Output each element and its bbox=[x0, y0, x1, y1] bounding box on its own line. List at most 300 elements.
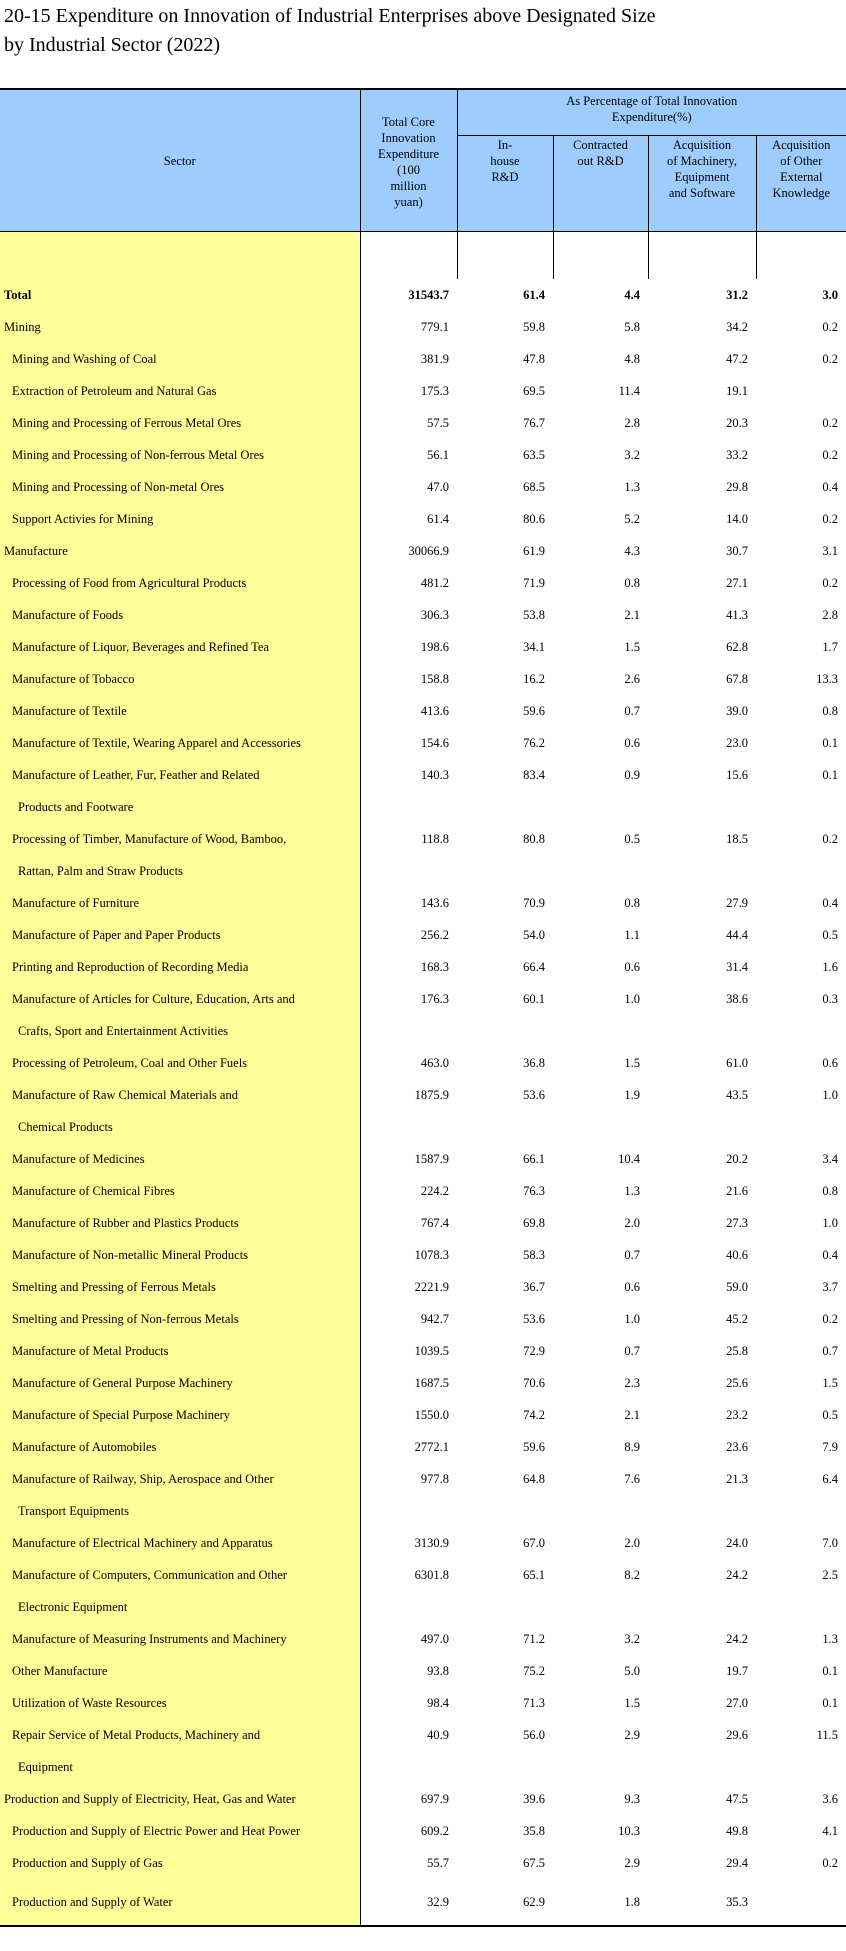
other-knowledge-cell: 0.2 bbox=[822, 832, 839, 846]
table-row bbox=[0, 599, 846, 631]
contracted-rd-cell bbox=[553, 855, 648, 887]
contracted-rd-cell: 0.6 bbox=[624, 960, 640, 974]
other-knowledge-cell: 6.4 bbox=[822, 1472, 839, 1486]
other-knowledge-cell bbox=[756, 1751, 846, 1783]
inhouse-rd-cell: 61.9 bbox=[523, 544, 545, 558]
other-knowledge-cell: 0.2 bbox=[822, 352, 839, 366]
machinery-cell: 59.0 bbox=[726, 1280, 748, 1294]
inhouse-rd-cell: 59.8 bbox=[523, 320, 545, 334]
header-other-knowledge: Acquisition of Other External Knowledge bbox=[756, 136, 846, 232]
other-knowledge-cell: 11.5 bbox=[816, 1728, 839, 1742]
machinery-cell: 18.5 bbox=[726, 832, 748, 846]
contracted-rd-cell: 2.1 bbox=[624, 608, 640, 622]
contracted-rd-cell: 8.9 bbox=[624, 1440, 640, 1454]
sector-cell: Manufacture of Chemical Fibres bbox=[0, 1175, 360, 1207]
total-core-cell: 61.4 bbox=[360, 503, 457, 535]
inhouse-rd-cell: 74.2 bbox=[523, 1408, 545, 1422]
sector-cell: Mining and Processing of Non-metal Ores bbox=[0, 471, 360, 503]
inhouse-rd-cell: 68.5 bbox=[523, 480, 545, 494]
table-row bbox=[0, 759, 846, 791]
total-core-cell bbox=[360, 1015, 457, 1047]
sector-cell: Mining bbox=[0, 311, 360, 343]
sector-cell: Processing of Timber, Manufacture of Wood, Bamboo, bbox=[0, 823, 360, 855]
contracted-rd-cell: 9.3 bbox=[624, 1792, 640, 1806]
machinery-cell: 29.4 bbox=[726, 1856, 748, 1870]
total-core-cell: 143.6 bbox=[360, 887, 457, 919]
table-row bbox=[0, 1879, 846, 1926]
table-row bbox=[0, 1847, 846, 1879]
other-knowledge-cell: 0.2 bbox=[822, 1856, 839, 1870]
sector-cell: Production and Supply of Electric Power and Heat Power bbox=[0, 1815, 360, 1847]
inhouse-rd-cell bbox=[457, 791, 553, 823]
contracted-rd-cell: 4.8 bbox=[624, 352, 640, 366]
machinery-cell: 23.2 bbox=[726, 1408, 748, 1422]
inhouse-rd-cell: 59.6 bbox=[523, 1440, 545, 1454]
machinery-cell: 14.0 bbox=[726, 512, 748, 526]
other-knowledge-cell: 13.3 bbox=[816, 672, 839, 686]
total-core-cell: 381.9 bbox=[360, 343, 457, 375]
total-core-cell: 767.4 bbox=[360, 1207, 457, 1239]
table-row bbox=[0, 631, 846, 663]
sector-cell: Production and Supply of Gas bbox=[0, 1847, 360, 1879]
sector-cell: Printing and Reproduction of Recording Media bbox=[0, 951, 360, 983]
machinery-cell: 20.2 bbox=[726, 1152, 748, 1166]
header-as-percentage: As Percentage of Total Innovation Expenditure(%) bbox=[457, 89, 846, 136]
inhouse-rd-cell: 34.1 bbox=[523, 640, 545, 654]
total-core-cell: 31543.7 bbox=[360, 279, 457, 311]
machinery-cell bbox=[648, 1495, 756, 1527]
total-core-cell: 93.8 bbox=[360, 1655, 457, 1687]
inhouse-rd-cell: 66.4 bbox=[523, 960, 545, 974]
total-core-cell bbox=[360, 791, 457, 823]
table-row bbox=[0, 1591, 846, 1623]
total-core-cell: 2772.1 bbox=[360, 1431, 457, 1463]
table-row bbox=[0, 1367, 846, 1399]
contracted-rd-cell bbox=[553, 1111, 648, 1143]
inhouse-rd-cell: 71.3 bbox=[523, 1696, 545, 1710]
total-core-cell: 30066.9 bbox=[360, 535, 457, 567]
sector-cell: Manufacture of Electrical Machinery and Apparatus bbox=[0, 1527, 360, 1559]
inhouse-rd-cell: 53.6 bbox=[523, 1312, 545, 1326]
contracted-rd-cell: 2.1 bbox=[624, 1408, 640, 1422]
sector-cell: Manufacture of Rubber and Plastics Products bbox=[0, 1207, 360, 1239]
contracted-rd-cell: 2.9 bbox=[624, 1856, 640, 1870]
other-knowledge-cell: 0.2 bbox=[822, 448, 839, 462]
total-core-cell: 56.1 bbox=[360, 439, 457, 471]
sector-cell: Manufacture of Automobiles bbox=[0, 1431, 360, 1463]
other-knowledge-cell: 0.2 bbox=[822, 512, 839, 526]
other-knowledge-cell: 0.7 bbox=[822, 1344, 839, 1358]
other-knowledge-cell bbox=[756, 1111, 846, 1143]
inhouse-rd-cell: 70.9 bbox=[523, 896, 545, 910]
contracted-rd-cell: 0.8 bbox=[624, 896, 640, 910]
inhouse-rd-cell: 62.9 bbox=[457, 1879, 553, 1926]
contracted-rd-cell: 0.8 bbox=[624, 576, 640, 590]
total-core-cell: 779.1 bbox=[360, 311, 457, 343]
other-knowledge-cell: 0.8 bbox=[822, 1184, 839, 1198]
machinery-cell bbox=[648, 1015, 756, 1047]
sector-cell: Smelting and Pressing of Non-ferrous Metals bbox=[0, 1303, 360, 1335]
machinery-cell: 45.2 bbox=[726, 1312, 748, 1326]
total-core-cell: 977.8 bbox=[360, 1463, 457, 1495]
machinery-cell: 33.2 bbox=[726, 448, 748, 462]
contracted-rd-cell: 4.4 bbox=[624, 288, 640, 302]
sector-cell: Transport Equipments bbox=[0, 1495, 360, 1527]
table-row bbox=[0, 343, 846, 375]
total-core-cell: 176.3 bbox=[360, 983, 457, 1015]
total-core-cell bbox=[360, 855, 457, 887]
table-body bbox=[0, 232, 846, 1927]
inhouse-rd-cell: 69.5 bbox=[523, 384, 545, 398]
sector-cell: Utilization of Waste Resources bbox=[0, 1687, 360, 1719]
total-core-cell: 1039.5 bbox=[360, 1335, 457, 1367]
total-core-cell: 497.0 bbox=[360, 1623, 457, 1655]
total-core-cell: 1550.0 bbox=[360, 1399, 457, 1431]
sector-cell: Manufacture of Paper and Paper Products bbox=[0, 919, 360, 951]
table-row bbox=[0, 1463, 846, 1495]
sector-cell: Manufacture of General Purpose Machinery bbox=[0, 1367, 360, 1399]
inhouse-rd-cell: 60.1 bbox=[523, 992, 545, 1006]
machinery-cell: 38.6 bbox=[726, 992, 748, 1006]
table-row bbox=[0, 1271, 846, 1303]
inhouse-rd-cell: 76.3 bbox=[523, 1184, 545, 1198]
inhouse-rd-cell: 70.6 bbox=[523, 1376, 545, 1390]
machinery-cell: 23.6 bbox=[726, 1440, 748, 1454]
other-knowledge-cell: 0.2 bbox=[822, 416, 839, 430]
machinery-cell: 20.3 bbox=[726, 416, 748, 430]
table-row bbox=[0, 1751, 846, 1783]
table-row bbox=[0, 1303, 846, 1335]
inhouse-rd-cell: 66.1 bbox=[523, 1152, 545, 1166]
contracted-rd-cell bbox=[553, 1015, 648, 1047]
other-knowledge-cell: 2.8 bbox=[822, 608, 839, 622]
inhouse-rd-cell: 76.2 bbox=[523, 736, 545, 750]
total-core-cell: 57.5 bbox=[360, 407, 457, 439]
contracted-rd-cell: 0.5 bbox=[624, 832, 640, 846]
sector-cell: Manufacture of Special Purpose Machinery bbox=[0, 1399, 360, 1431]
machinery-cell: 34.2 bbox=[726, 320, 748, 334]
other-knowledge-cell: 0.6 bbox=[822, 1056, 839, 1070]
other-knowledge-cell bbox=[756, 1591, 846, 1623]
table-row bbox=[0, 887, 846, 919]
sector-cell: Crafts, Sport and Entertainment Activities bbox=[0, 1015, 360, 1047]
contracted-rd-cell: 5.0 bbox=[624, 1664, 640, 1678]
contracted-rd-cell: 11.4 bbox=[618, 384, 640, 398]
sector-cell: Mining and Washing of Coal bbox=[0, 343, 360, 375]
sector-cell: Manufacture of Non-metallic Mineral Products bbox=[0, 1239, 360, 1271]
total-core-cell: 158.8 bbox=[360, 663, 457, 695]
machinery-cell bbox=[648, 791, 756, 823]
total-core-cell: 47.0 bbox=[360, 471, 457, 503]
table-row bbox=[0, 311, 846, 343]
total-core-cell: 224.2 bbox=[360, 1175, 457, 1207]
total-core-cell: 1875.9 bbox=[360, 1079, 457, 1111]
other-knowledge-cell: 0.1 bbox=[822, 1664, 839, 1678]
contracted-rd-cell: 10.4 bbox=[618, 1152, 640, 1166]
inhouse-rd-cell: 71.9 bbox=[523, 576, 545, 590]
sector-cell: Mining and Processing of Non-ferrous Metal Ores bbox=[0, 439, 360, 471]
sector-cell: Support Activies for Mining bbox=[0, 503, 360, 535]
contracted-rd-cell: 3.2 bbox=[624, 448, 640, 462]
sector-cell: Manufacture of Railway, Ship, Aerospace and Other bbox=[0, 1463, 360, 1495]
machinery-cell: 31.4 bbox=[726, 960, 748, 974]
machinery-cell: 44.4 bbox=[726, 928, 748, 942]
machinery-cell: 31.2 bbox=[726, 288, 748, 302]
contracted-rd-cell: 2.0 bbox=[624, 1216, 640, 1230]
inhouse-rd-cell: 35.8 bbox=[523, 1824, 545, 1838]
table-title-line-1: 20-15 Expenditure on Innovation of Industrial Enterprises above Designated Size bbox=[4, 5, 656, 27]
other-knowledge-cell: 0.1 bbox=[822, 736, 839, 750]
inhouse-rd-cell: 83.4 bbox=[523, 768, 545, 782]
contracted-rd-cell: 5.2 bbox=[624, 512, 640, 526]
machinery-cell: 23.0 bbox=[726, 736, 748, 750]
total-core-cell bbox=[360, 1591, 457, 1623]
inhouse-rd-cell: 53.8 bbox=[523, 608, 545, 622]
machinery-cell bbox=[648, 855, 756, 887]
machinery-cell: 24.2 bbox=[726, 1568, 748, 1582]
other-knowledge-cell: 3.0 bbox=[822, 288, 839, 302]
header-inhouse-rd: In- house R&D bbox=[457, 136, 553, 232]
sector-cell: Manufacture of Tobacco bbox=[0, 663, 360, 695]
other-knowledge-cell: 1.5 bbox=[822, 1376, 839, 1390]
total-core-cell: 175.3 bbox=[360, 375, 457, 407]
contracted-rd-cell: 1.8 bbox=[553, 1879, 648, 1926]
other-knowledge-cell: 0.4 bbox=[822, 896, 839, 910]
machinery-cell: 25.8 bbox=[726, 1344, 748, 1358]
table-row bbox=[0, 407, 846, 439]
sector-cell: Manufacture of Metal Products bbox=[0, 1335, 360, 1367]
inhouse-rd-cell bbox=[457, 855, 553, 887]
total-core-cell: 32.9 bbox=[360, 1879, 457, 1926]
other-knowledge-cell: 0.2 bbox=[822, 576, 839, 590]
machinery-cell: 21.3 bbox=[726, 1472, 748, 1486]
inhouse-rd-cell: 67.0 bbox=[523, 1536, 545, 1550]
table-row bbox=[0, 823, 846, 855]
total-core-cell: 306.3 bbox=[360, 599, 457, 631]
other-knowledge-cell: 0.5 bbox=[822, 1408, 839, 1422]
sector-cell: Production and Supply of Electricity, Heat, Gas and Water bbox=[0, 1783, 360, 1815]
inhouse-rd-cell: 69.8 bbox=[523, 1216, 545, 1230]
sector-cell: Manufacture bbox=[0, 535, 360, 567]
other-knowledge-cell: 3.6 bbox=[822, 1792, 839, 1806]
inhouse-rd-cell: 36.8 bbox=[523, 1056, 545, 1070]
sector-cell: Rattan, Palm and Straw Products bbox=[0, 855, 360, 887]
table-row bbox=[0, 983, 846, 1015]
inhouse-rd-cell: 59.6 bbox=[523, 704, 545, 718]
machinery-cell: 15.6 bbox=[726, 768, 748, 782]
total-core-cell: 609.2 bbox=[360, 1815, 457, 1847]
contracted-rd-cell: 4.3 bbox=[624, 544, 640, 558]
other-knowledge-cell bbox=[756, 855, 846, 887]
total-core-cell: 1687.5 bbox=[360, 1367, 457, 1399]
inhouse-rd-cell: 54.0 bbox=[523, 928, 545, 942]
other-knowledge-cell bbox=[756, 1015, 846, 1047]
contracted-rd-cell: 1.3 bbox=[624, 1184, 640, 1198]
machinery-cell: 27.9 bbox=[726, 896, 748, 910]
table-row bbox=[0, 567, 846, 599]
sector-cell: Electronic Equipment bbox=[0, 1591, 360, 1623]
contracted-rd-cell: 3.2 bbox=[624, 1632, 640, 1646]
table-row bbox=[0, 1495, 846, 1527]
machinery-cell: 19.7 bbox=[726, 1664, 748, 1678]
total-core-cell: 118.8 bbox=[360, 823, 457, 855]
other-knowledge-cell: 0.1 bbox=[822, 1696, 839, 1710]
table-row bbox=[0, 1207, 846, 1239]
other-knowledge-cell: 1.3 bbox=[822, 1632, 839, 1646]
inhouse-rd-cell bbox=[457, 1591, 553, 1623]
total-core-cell: 168.3 bbox=[360, 951, 457, 983]
machinery-cell: 24.0 bbox=[726, 1536, 748, 1550]
inhouse-rd-cell: 64.8 bbox=[523, 1472, 545, 1486]
table-row bbox=[0, 1143, 846, 1175]
total-core-cell: 40.9 bbox=[360, 1719, 457, 1751]
inhouse-rd-cell: 67.5 bbox=[523, 1856, 545, 1870]
other-knowledge-cell: 7.9 bbox=[822, 1440, 839, 1454]
other-knowledge-cell: 3.4 bbox=[822, 1152, 839, 1166]
other-knowledge-cell bbox=[756, 791, 846, 823]
table-row bbox=[0, 919, 846, 951]
table-row bbox=[0, 1335, 846, 1367]
machinery-cell: 62.8 bbox=[726, 640, 748, 654]
total-core-cell: 697.9 bbox=[360, 1783, 457, 1815]
contracted-rd-cell bbox=[553, 1751, 648, 1783]
inhouse-rd-cell: 65.1 bbox=[523, 1568, 545, 1582]
contracted-rd-cell: 5.8 bbox=[624, 320, 640, 334]
contracted-rd-cell: 2.6 bbox=[624, 672, 640, 686]
sector-cell: Smelting and Pressing of Ferrous Metals bbox=[0, 1271, 360, 1303]
machinery-cell: 30.7 bbox=[726, 544, 748, 558]
sector-cell: Manufacture of Measuring Instruments and Machinery bbox=[0, 1623, 360, 1655]
sector-cell: Extraction of Petroleum and Natural Gas bbox=[0, 375, 360, 407]
total-core-cell: 98.4 bbox=[360, 1687, 457, 1719]
sector-cell: Repair Service of Metal Products, Machinery and bbox=[0, 1719, 360, 1751]
sector-cell: Other Manufacture bbox=[0, 1655, 360, 1687]
inhouse-rd-cell bbox=[457, 1111, 553, 1143]
header-total-core: Total Core Innovation Expenditure (100 million yuan) bbox=[360, 89, 457, 232]
other-knowledge-cell: 1.0 bbox=[822, 1088, 839, 1102]
other-knowledge-cell bbox=[756, 375, 846, 407]
machinery-cell: 61.0 bbox=[726, 1056, 748, 1070]
machinery-cell: 19.1 bbox=[726, 384, 748, 398]
machinery-cell: 35.3 bbox=[648, 1879, 756, 1926]
table-header bbox=[0, 89, 846, 232]
machinery-cell bbox=[648, 1591, 756, 1623]
table-row bbox=[0, 1719, 846, 1751]
other-knowledge-cell bbox=[756, 1495, 846, 1527]
total-core-cell: 481.2 bbox=[360, 567, 457, 599]
contracted-rd-cell: 0.7 bbox=[624, 704, 640, 718]
table-row bbox=[0, 375, 846, 407]
other-knowledge-cell: 1.0 bbox=[822, 1216, 839, 1230]
total-core-cell: 256.2 bbox=[360, 919, 457, 951]
contracted-rd-cell: 2.8 bbox=[624, 416, 640, 430]
sector-cell: Processing of Food from Agricultural Products bbox=[0, 567, 360, 599]
machinery-cell: 41.3 bbox=[726, 608, 748, 622]
inhouse-rd-cell: 16.2 bbox=[523, 672, 545, 686]
total-core-cell: 1587.9 bbox=[360, 1143, 457, 1175]
header-contracted-rd: Contracted out R&D bbox=[553, 136, 648, 232]
total-core-cell: 2221.9 bbox=[360, 1271, 457, 1303]
sector-cell: Processing of Petroleum, Coal and Other Fuels bbox=[0, 1047, 360, 1079]
table-row bbox=[0, 1047, 846, 1079]
other-knowledge-cell: 0.4 bbox=[822, 480, 839, 494]
table-row bbox=[0, 1015, 846, 1047]
contracted-rd-cell: 7.6 bbox=[624, 1472, 640, 1486]
contracted-rd-cell: 1.5 bbox=[624, 1056, 640, 1070]
sector-cell: Manufacture of Raw Chemical Materials and bbox=[0, 1079, 360, 1111]
total-core-cell: 413.6 bbox=[360, 695, 457, 727]
contracted-rd-cell: 0.6 bbox=[624, 736, 640, 750]
machinery-cell: 27.1 bbox=[726, 576, 748, 590]
machinery-cell: 67.8 bbox=[726, 672, 748, 686]
inhouse-rd-cell: 53.6 bbox=[523, 1088, 545, 1102]
sector-cell: Manufacture of Textile bbox=[0, 695, 360, 727]
sector-cell: Manufacture of Leather, Fur, Feather and Related bbox=[0, 759, 360, 791]
other-knowledge-cell: 0.8 bbox=[822, 704, 839, 718]
other-knowledge-cell: 0.2 bbox=[822, 1312, 839, 1326]
inhouse-rd-cell: 61.4 bbox=[523, 288, 545, 302]
table-row bbox=[0, 439, 846, 471]
sector-cell: Chemical Products bbox=[0, 1111, 360, 1143]
inhouse-rd-cell: 80.8 bbox=[523, 832, 545, 846]
sector-cell: Manufacture of Articles for Culture, Education, Arts and bbox=[0, 983, 360, 1015]
total-core-cell: 140.3 bbox=[360, 759, 457, 791]
contracted-rd-cell: 2.0 bbox=[624, 1536, 640, 1550]
other-knowledge-cell: 4.1 bbox=[822, 1824, 839, 1838]
table-row bbox=[0, 951, 846, 983]
table-row bbox=[0, 1399, 846, 1431]
table-row bbox=[0, 1655, 846, 1687]
sector-cell: Manufacture of Medicines bbox=[0, 1143, 360, 1175]
other-knowledge-cell: 3.1 bbox=[822, 544, 839, 558]
table-row bbox=[0, 695, 846, 727]
table-row bbox=[0, 1815, 846, 1847]
table-row bbox=[0, 1431, 846, 1463]
table-row bbox=[0, 1175, 846, 1207]
sector-cell: Manufacture of Liquor, Beverages and Refined Tea bbox=[0, 631, 360, 663]
machinery-cell bbox=[648, 1751, 756, 1783]
inhouse-rd-cell: 76.7 bbox=[523, 416, 545, 430]
other-knowledge-cell bbox=[756, 1879, 846, 1926]
other-knowledge-cell: 1.6 bbox=[822, 960, 839, 974]
total-core-cell: 154.6 bbox=[360, 727, 457, 759]
sector-cell: Manufacture of Computers, Communication and Other bbox=[0, 1559, 360, 1591]
total-core-cell bbox=[360, 1111, 457, 1143]
contracted-rd-cell: 2.9 bbox=[624, 1728, 640, 1742]
machinery-cell: 27.3 bbox=[726, 1216, 748, 1230]
other-knowledge-cell: 2.5 bbox=[822, 1568, 839, 1582]
total-core-cell: 6301.8 bbox=[360, 1559, 457, 1591]
machinery-cell bbox=[648, 1111, 756, 1143]
machinery-cell: 27.0 bbox=[726, 1696, 748, 1710]
table-row bbox=[0, 503, 846, 535]
contracted-rd-cell: 0.9 bbox=[624, 768, 640, 782]
machinery-cell: 25.6 bbox=[726, 1376, 748, 1390]
total-core-cell: 198.6 bbox=[360, 631, 457, 663]
sector-cell: Total bbox=[0, 279, 360, 311]
table-row bbox=[0, 1111, 846, 1143]
table-row bbox=[0, 471, 846, 503]
contracted-rd-cell: 2.3 bbox=[624, 1376, 640, 1390]
total-core-cell bbox=[360, 1751, 457, 1783]
sector-cell: Production and Supply of Water bbox=[0, 1879, 360, 1926]
other-knowledge-cell: 0.4 bbox=[822, 1248, 839, 1262]
table-row bbox=[0, 663, 846, 695]
sector-cell: Equipment bbox=[0, 1751, 360, 1783]
inhouse-rd-cell: 80.6 bbox=[523, 512, 545, 526]
header-machinery: Acquisition of Machinery, Equipment and Software bbox=[648, 136, 756, 232]
machinery-cell: 47.2 bbox=[726, 352, 748, 366]
